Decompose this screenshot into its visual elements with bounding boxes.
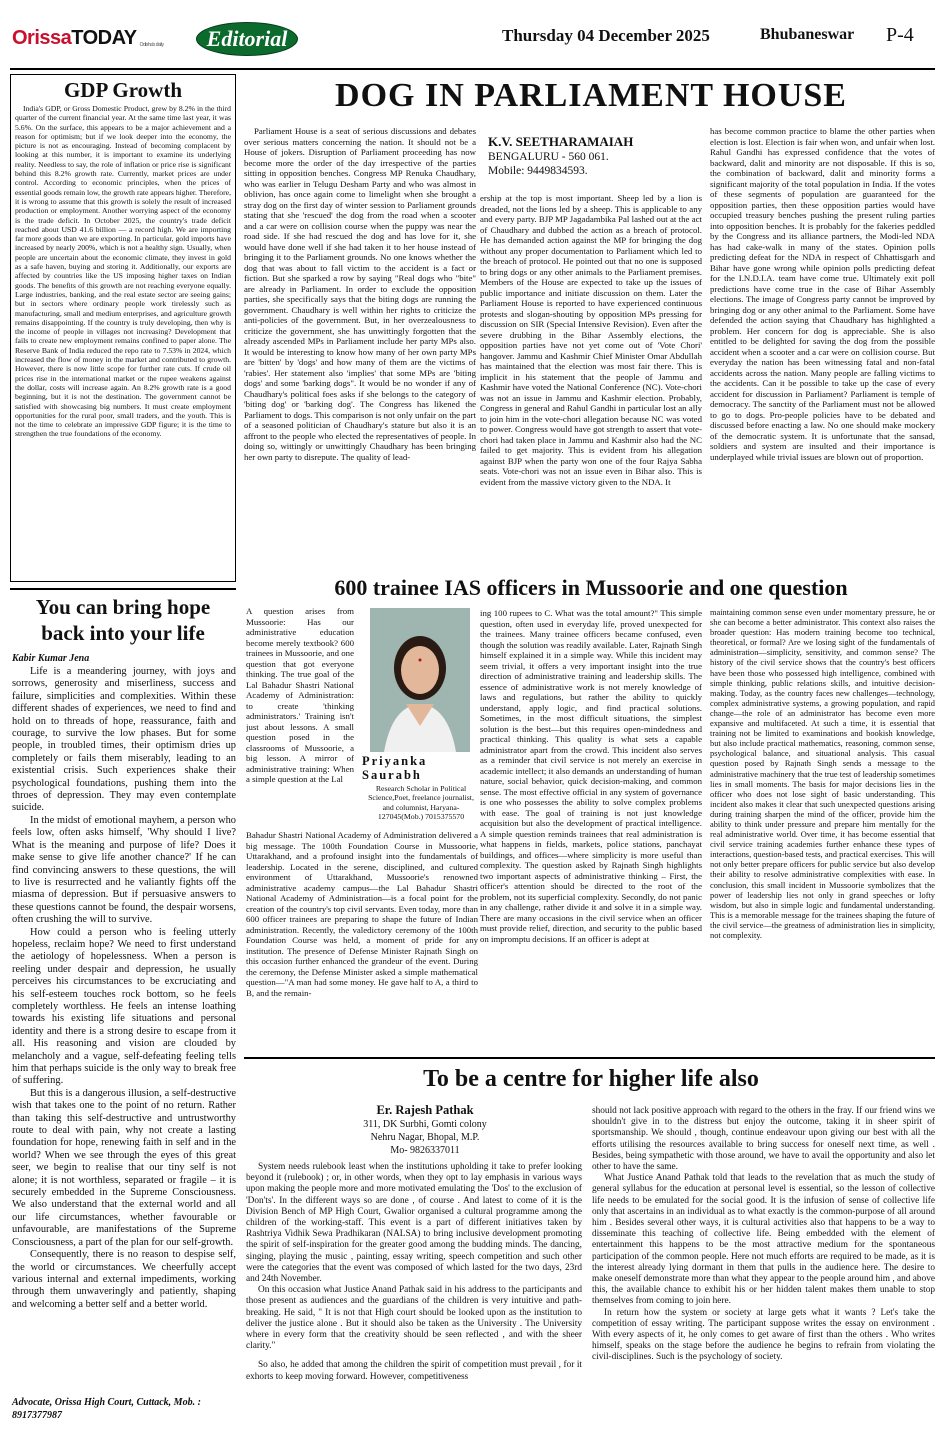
dog-byline [488, 134, 698, 178]
masthead [0, 0, 945, 74]
masthead-rule [10, 68, 935, 70]
gdp-body: India's GDP, or Gross Domestic Product, grew by 8.2% in the third quarter of the current financial year. At the same time last year, it was 5.6%. On the surface, this appears to be a major achievement and a reason for optimism; but if we look deeper into the economy, the picture is not as encouraging. Instead of becoming complacent by looking at this number, it is important to examine its underlying reality. Needless to say, the role of inflation or price rise is significant behind this 8.2% growth rate. Currently, market prices are under control. According to economic principles, when the prices of essential goods remain low, the growth rate appears higher. Therefore, it is wrong to assume that this growth is solely the result of increased production or employment. Another worrying aspect of the economy is the trade deficit. In October 2025, the country's trade deficit reached about USD 41.6 billion — a record high. We are importing far more goods than we are exporting. In particular, gold imports have increased by nearly 200%, which is not a healthy sign. Usually, when people are uncertain about the economic climate, they invest in gold as a safe haven, buying and storing it. Additionally, our exports are affected by countries like the US imposing higher taxes on Indian goods. The benefits of this growth are not reaching everyone equally. Large industries, banking, and the real estate sector are seeing gains; but in sectors where ordinary people work tirelessly such as manufacturing, small and medium enterprises, and agriculture growth remains disappointing. If the country is truly developing, then why is the income of people in villages not increasing? Development that fails to create new employment remains confined to paper alone. The Reserve Bank of India reduced the repo rate to 7.53% in 2024, which increased the flow of money in the market and contributed to growth. However, there is now little scope for further rate cuts. If crude oil prices rise in the international market or the rupee weakens against the dollar, costs will increase again. An 8.2% growth rate is a good beginning, but it is not the destination. The government cannot be satisfied with showcasing big numbers. It must create employment opportunities for the rural poor, small traders, and the youth. This is not the time to celebrate an impressive GDP figure; it is the time to strengthen the true foundations of the economy. [15, 104, 231, 439]
ias-author-name: Priyanka Saurabh [362, 754, 428, 782]
logo-tag: Odisha's daily [139, 42, 164, 48]
face [401, 646, 439, 694]
dog-col2-text: ership at the top is most important. Sheep led by a lion is dreaded, not the lions led by a sheep. This is applicable to any and every party. BJP MP Jagadambika Pal lashed out at the act of Chaudhary and dubbed the action as a breach of protocol. He has demanded action against the MP for bringing the dog without any proper documentation to Parliament which led to the breach of protocol. He pointed out that no one is supposed to bring dogs or any other animals to the Parliament premises. Members of the House are expected to take up the issues of public importance and initiate discussion on them. Later the Parliament House is reported to have experienced continuous protests and slogan-shouting by opposition MPs pressing for discussion on SIR (Special Intensive Revision). Even after the severe drubbing in the Bihar Assembly elections, the opposition parties have not yet come out of 'Vote Chori' hangover. Jammu and Kashmir Chief Minister Omar Abdullah has maintained that the election was most fair there. This is implicit in his statement that the people of Jammu and Kashmir have voted the National Conference (NC). Vote-chori was not an issue in Jammu and Kashmir election. Probably, Congress in general and Rahul Gandhi in particular lost an ally to join him in the vote-chori allegation because NC was voted to power. Congress would have got strength to assert that vote-chori had taken place in Jammu and Kashmir also had the NC failed to get majority. This is evident from his allegation against BJP when the party won one of the four Rajya Sabha seats. Vote-chori was not an issue even in Bihar also. This is evident from the massive victory given to the NDA. It [480, 193, 702, 487]
centre-right-para-3: In return how the system or society at large gets what it wants ? Let's take the competition of essay writing. The participant suppose writes the essay on environment . With every aspects of it, he only comes to get aware of first than the others . Who writes himself, speaks on the stage before the audience he begins to refrain from violating the civil-disciplines. Such is the psychology of society. [592, 1307, 935, 1363]
hope-para-3: How could a person who is feeling utterly hopeless, reclaim hope? We need to first understand the aetiology of hopelessness. When a person is reeling under despair and depression, he usually perceives his circumstances to be excruciating and his self-esteem touches rock bottom, so he feels completely worthless. He feels an intense loathing towards his existing life situations and personal identity and there is a strong desire to escape from it all. His reasoning and vision are clouded by melancholy and a vague, self-defeating feeling tells him that perhaps suicide is the only way to break free of suffering. [12, 926, 236, 1087]
logo[interactable] [12, 25, 164, 51]
dateline: Thursday 04 December 2025 [502, 26, 710, 45]
ias-bottom-rule [244, 1057, 935, 1059]
dog-col1 [244, 126, 476, 578]
centre-left-col [246, 1162, 582, 1434]
bindi [419, 659, 422, 662]
hope-author: Kabir Kumar Jena [12, 653, 90, 664]
dog-col2 [480, 193, 702, 578]
page-number: P-4 [886, 24, 914, 46]
centre-left-para-1: System needs rulebook least when the institutions upholding it take to prefer looking beyond it (rulebook) ; or, in other words, when they opt to lay emphasis in various ways upon making the people more and more motivated emulating the 'Dos' to the exclusion of 'Don'ts'. In the different ways so are done , of course . And latest to come of it is the Division Bench of MP High Court, Gwalior organised a cultural programme among the children of the working-staff. This event is a part of different initiatives taken by Rashtriya Vidhik Sewa Pradhikaran (NALSA) to bring inclusive development promoting the spirit of self-inspiration for the greater good among the budding minds. The dancing, singing, playing the music , painting, essay writing, speech competition and such other were the categories that the event was composed of which lasted for the two days, 23rd and 24th November. [246, 1162, 582, 1285]
ias-photo-caption [362, 754, 480, 822]
ias-col2-text: ing 100 rupees to C. What was the total amount?" This simple question, often used in everyday life, proved unexpected for the trainees. Many trainee officers became confused, even though the solution was readily available. Later, Rajnath Singh himself explained it in a simple way. While this incident may seem trivial, it offers a very important insight into the true direction of administrative training and leadership skills. The essence of administrative work is not merely knowledge of laws and regulations, but rather the ability to quickly understand, apply logic, and find practical solutions. Sometimes, in the most difficult situations, the simplest solution is the best—but this requires open-mindedness and practical thinking. This quality is what sets a capable administrator apart from the crowd. This incident also serves as a reminder that civil service is not merely an exercise in academic intellect; it also demands an understanding of human nature, social behavior, quick decision-making, and common sense. The most effective official in any system of governance is one who possesses the ability to solve complex problems with ease. The goal of training is not just knowledge acquisition but also the development of practical intelligence. A simple question reminds trainees that real administration is what happens in fields, markets, police stations, panchayat buildings, and offices—where simplicity is more useful than complexity. The question asked by Rajnath Singh highlights two important aspects of administrative thinking – First, the officer's attention should be directed to the root of the problem, not its superficial complexity. Secondly, do not panic in any challenge, rather divide it and solve it in a simple way. There are many occasions in the civil service when an officer must provide relief, direction, and security to the public based on impromptu decisions. If an officer is adept at [480, 608, 702, 944]
gdp-article [10, 74, 236, 582]
hope-para-1: Life is a meandering journey, with joys and sorrows, generosity and miserliness, success and failure, simplicities and complexities. Within these different shades of experiences, we need to find and hold on to threads of hope, reassurance, faith and courage, to survive the low phases. But for some people, in troubled times, their optimism dries up completely or fails them miserably, leading to an existential crisis. Such experiences shake their psychological foundations, pushing them into the throes of depression. They may even contemplate suicide. [12, 666, 236, 814]
ias-col1-rest-text: Bahadur Shastri National Academy of Administration delivered a big message. The 100th Foundation Course in Mussoorie, Uttarakhand, and a profound insight into the fundamentals of leadership. Located in the serene, disciplined, and cultured environment of Uttarakhand, Mussoorie's renowned administrative academy campus—the Lal Bahadur Shastri National Academy of Administration—is a focal point for the creation of the country's top civil servants. Even today, more than 600 officer trainees are preparing to shape the future of Indian administration. Recently, the valedictory ceremony of the 100th Foundation Course was held, a moment of pride for any institution. The presence of Defense Minister Rajnath Singh on this occasion further enhanced the grandeur of the event. During the ceremony, the Defense Minister asked a simple mathematical question—"A man had some money. He gave half to A, a third to B, and the remain- [246, 830, 478, 998]
hope-para-2: In the midst of emotional mayhem, a person who feels low, often asks himself, 'Why should I live? What is the meaning and purpose of life? Does it make sense to give life another chance?' If he can find convincing answers to these questions, the will to live is resurrected and he valiantly fights off the miasma of depression. But if persuasive answers to these questions cannot be found, the despair worsens, often crushing the will to survive. [12, 814, 236, 926]
portrait-illustration [370, 608, 470, 752]
logo-main: Orissa [12, 26, 72, 49]
ias-col1-top [246, 606, 354, 830]
hope-para-4: But this is a dangerous illusion, a self-destructive wish that takes one to the point of no return. Rather than taking this self-destructive and untrustworthy route to deal with pain, why not create a lasting foundation for hope, renewing faith in self and in the world? When we see through the eyes of this great seer, we begin to realise that our tiny self is not alone; it is not worthless, separated or fragile – it is securely embedded in the Supreme Consciousness. We also understand that the external world and all our life circumstances, whether favourable or unfavourable, are manifestations of the Supreme Consciousness, a part of the plan for our self-growth. [12, 1087, 236, 1248]
centre-author: Er. Rajesh Pathak [376, 1103, 474, 1117]
hope-footer: Advocate, Orissa High Court, Cuttack, Mob. : 8917377987 [12, 1397, 201, 1421]
ias-col1-rest [246, 830, 478, 1052]
centre-byline [300, 1103, 550, 1157]
centre-right-col [592, 1106, 935, 1436]
logo-sub: TODAY [71, 26, 137, 49]
hope-para-5: Consequently, there is no reason to despise self, the world or circumstances. We cheerfully accept various internal and external impediments, working through them unwaveringly and patiently, shaping and welcoming a better self and a better world. [12, 1249, 236, 1310]
ias-col2 [480, 608, 702, 1054]
ias-photo [370, 608, 470, 752]
ias-col3 [710, 608, 935, 1054]
centre-title: To be a centre for higher life also [423, 1066, 759, 1092]
centre-right-para-1: should not lack positive approach with regard to the others in the fray. If our friend wins we shouldn't give in to the distress but enjoy the outcome, taking it in sheer spirit of sportsmanship. We should , though, continue endeavour upon giving our best with all the efforts utilising the resources available to bring success for oneself next time, as well . Besides, being sympathetic with those around, we have to avail the opportunity and also let other to have the same. [592, 1106, 935, 1173]
dog-author: K.V. SEETHARAMAIAH [488, 134, 634, 149]
edition-badge: Editorial [196, 22, 298, 56]
ias-title: 600 trainee IAS officers in Mussoorie and one question [244, 574, 938, 602]
ias-col1-top-text: A question arises from Mussoorie: Has our administrative education become merely textbook? 600 trainees in Mussoorie, and one question that got everyone thinking. The true goal of the Lal Bahadur Shastri National Academy of Administration: to create 'thinking administrators.' Training isn't just about lessons. A small question posed in the classrooms of Mussoorie, a big lesson. A mirror of administrative training: When a simple question at the Lal [246, 606, 354, 784]
dog-col3 [710, 126, 935, 578]
hope-top-rule [10, 588, 236, 590]
ias-col3-text: maintaining common sense even under momentary pressure, he or she can become a better administrator. This context also raises the broader question: Has modern training become too technical, theoretical, or formal? Are we losing sight of the fundamentals of administration—simplicity, sensitivity, and common sense? The history of the civil service shows that the country's best officers have been those who possessed high intelligence, combined with simple thinking, public relations skills, and intuitive decision-making. Today, as the country faces new challenges—technology, complex administrative systems, a growing population, and rapid change—the role of an administrator has become even more expansive and multifaceted. At such a time, it is essential that training not be limited to examinations and bookish knowledge, but also include practical mathematics, reasoning, common sense, psychological balance, and situational analysis. This casual question posed by Rajnath Singh sends a message to the administrative machinery that the true test of leadership sometimes lies in small moments. The basis for major decisions lies in the officer who does not lose sight of basic understanding. This incident also makes it clear that such unexpected questions arising during training sharpen the mind of the officer, provide him the ability to think under pressure and prepare him mentally for the real administrative world. Over time, it has become essential that civil service training academies further enhance these types of interactions, question-based tests, and practical exercises. This will not only better prepare officers for public service but also develop their ability to resolve administrative complexities with ease. In conclusion, this small incident in Mussoorie symbolizes that the power of leadership lies not only in grand speeches or lofty wisdom, but also in simple logic and fundamental understanding. This is a memorable message for the trainees shaping the future of the civil service—the greatness of administration lies in simplicity, not complexity. [710, 608, 935, 940]
centre-addr2: Nehru Nagar, Bhopal, M.P. [370, 1132, 480, 1143]
centre-addr1: 311, DK Surbhi, Gomti colony [363, 1119, 487, 1130]
centre-left-para-3: So also, he added that among the children the spirit of competition must prevail , for it exhorts to keep moving forward. However, competitiveness [246, 1360, 582, 1382]
dog-col1-text: Parliament House is a seat of serious discussions and debates over serious matters concerning the nation. It should not be a House of jokers. Disruption of Parliament proceeding has now become more the order of the day irrespective of the parties sitting in opposition benches. Congress MP Renuka Chaudhary, who was earlier in Telugu Desham Party and who was almost in oblivion, has once again come to limelight when she brought a stray dog on the first day of winter session to Parliament grounds stating that she 'rescued' the dog from the road when a scooter and a car were on collision course when the puppy was near the road side. If she had rescued the dog and has love for it, she would have done well if she had taken it to her house instead of bringing it to the Parliament grounds. No one knows whether the dog that was about to fall victim to the accident is a fact or fiction. But she sparked a row by saying "Real dogs who "bite" are already in Parliament. In order to exclude the opposition parties, she specifically says that the biting dogs are running the government. Chaudhary is well within her rights to criticize the anti-policies of the government. But, in her overzealousness to criticize the government, she has unwittingly forgotten that the already ascended MPs in Parliament include her party MPs also. It would be interesting to know how many of her own party MPs are 'bitten' by 'dogs' and how many of them are the victims of 'rabies'. Her statement also 'implies' that some MPs are 'biting dogs' and some 'barking dogs". It would be no wonder if any of Chaudhary's political foes asks if she belongs to the category of 'biting dog' or 'barking dog'. The Congress has likened the Parliament to dogs. This comparison is not only unfair on the part of a seasoned politician of Chaudhary's stature but also it is an affront to the people who elected the representatives of people. In doing so, wittingly or unwittingly Chaudhary has been bringing her own party to disrepute. The quality of lead- [244, 126, 476, 462]
centre-left-para-2: On this occasion what Justice Anand Pathak said in his address to the participants and those present as audiences and the guardians of the children is very intuitive and path-breaking. He said, " It is not that High court should be looked upon as the institution to deliver the justice alone . But it should also be taken as the University . The University where in every form that the creativity should be seen reflected , and with the sheer clarity." [246, 1285, 582, 1352]
dog-address: BENGALURU - 560 061. [488, 151, 609, 163]
centre-right-para-2: What Justice Anand Pathak told that leads to the revelation that as much the study of general syllabus for the education at personal level is essential, so the lesson of collective life needs to be emulated for the social good. It is the infusion of sense of collective life only that ascertains in an individual as to what exactly is the common-purpose of all around him . Besides several other ways, it is cultural activities also that happens to be a way to disseminate this teaching of collective life. Being embedded with the element of entertainment this happens to be the most attractive medium for the spontaneous participation of the common people. Here not much efforts are required to be made, as it is the interest already lying dormant in them that pulls in the audience here. The desire to make oneself demonstrate more than what they appear to the people around him , and above this, the available chance to exhibit his or her hidden talent makes them unable to stop themselves from coming to join here. [592, 1173, 935, 1307]
centre-addr3: Mo- 9826337011 [390, 1145, 460, 1156]
hope-body [12, 666, 236, 1396]
hope-title: You can bring hope back into your life [35, 595, 211, 645]
dog-mobile: Mobile: 9449834593. [488, 165, 588, 177]
city: Bhubaneswar [760, 26, 855, 43]
dog-col3-text: has become common practice to blame the other parties when election is lost. Election is fair when won, and unfair when lost. Rahul Gandhi has expressed confidence that the votes of backward, dalit and minority are not disposable. If this is so, the combination of backward, dalit and minority forms a significant majority of the total population in India. If the votes of these segments of population are guaranteed for the opposition parties, then these opposition parties would have occupied treasury benches pushing the present ruling parties into opposition benches. It is probably for the fakeries peddled by the Congress and its alliance partners, the Modi-led NDA has had cake-walk in many of the states. Opinion polls predicting defeat for the NDA in respect of Chhattisgarh and Bihar have gone wrong while opinion polls predicting defeat for the I.N.D.I.A. team have come true. Ultimately exit poll predictions have come true in the case of Bihar Assembly elections. The image of Congress party cannot be improved by bringing dog or any other animal to the Parliament. Some have defended the action saying that Chaudhary has highlighted a problem. Her concern for dog is appreciable. She is also entitled to be delighted for saving the dog from the possible accident when a scooter and a car were on collision course. But everyday the nation has been witnessing fatal and non-fatal accidents across the nation. Many people are falling victims to the accidents. Can it be possible to take up the case of every accident for discussion in Parliament? Parliament is temple of democracy. The sanctity of the Parliament must not be allowed to go to dogs. Pro-people policies have to be debated and discussed before enacting a law. No one should make mockery of the democratic system. It is unfortunate that the sansad, soldiers and system are insulted and their importance is underplayed while trivial issues are blown out of proportion. [710, 126, 935, 462]
ias-author-bio: Research Scholar in Political Science,Poet, freelance journalist, and columnist, Haryana-127045(Mob.) 7015375570 [368, 784, 474, 822]
gdp-title: GDP Growth [63, 78, 183, 102]
dog-title: DOG IN PARLIAMENT HOUSE [335, 77, 847, 114]
